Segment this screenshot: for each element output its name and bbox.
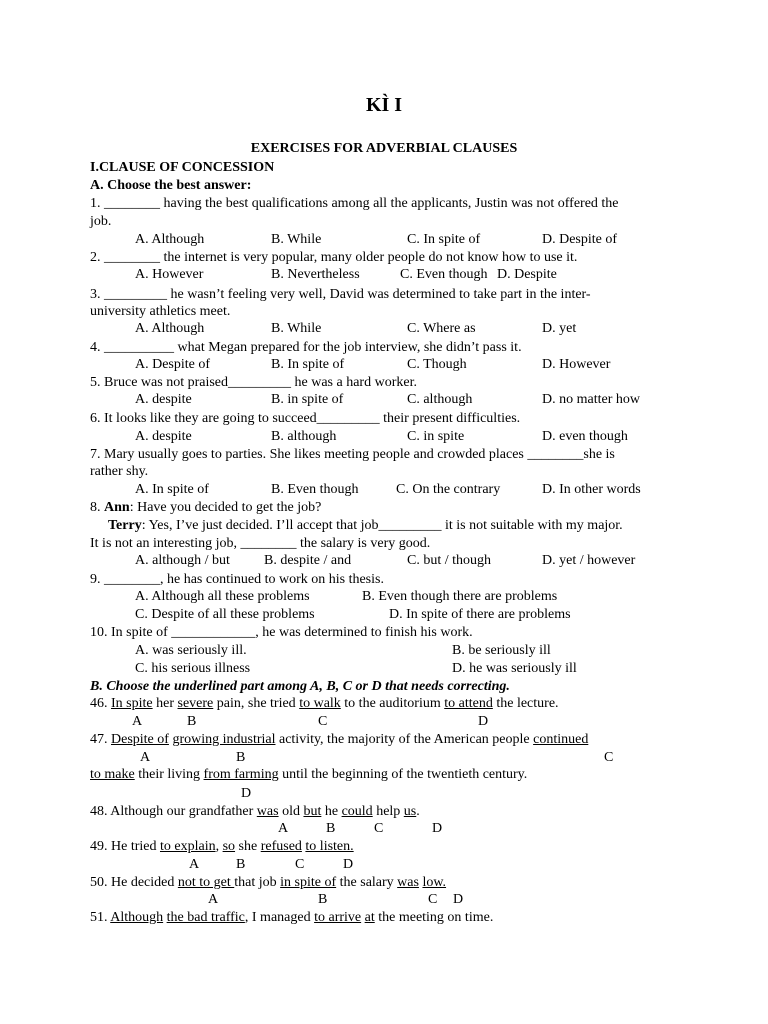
- question-50: [90, 874, 446, 891]
- q6-option-b: B. although: [271, 429, 337, 444]
- question-10: 10. In spite of ____________, he was determined to finish his work.: [90, 625, 473, 640]
- q46-text: her: [152, 696, 178, 711]
- q47-underlined-b: growing industrial: [172, 732, 276, 747]
- q10-option-a: A. was seriously ill.: [135, 643, 247, 658]
- q1-option-a: A. Although: [135, 232, 205, 247]
- question-2: 2. ________ the internet is very popular, many older people do not know how to use it.: [90, 250, 578, 265]
- q47-underlined-a: Despite of: [111, 732, 169, 747]
- q5-option-b: B. in spite of: [271, 392, 344, 407]
- q46-letter-c: C: [318, 714, 328, 729]
- q51-underlined-c: to arrive: [314, 910, 362, 925]
- q51-text: the meeting on time.: [374, 910, 494, 925]
- q47-underlined-d: from farming: [203, 767, 279, 782]
- q48-letter-c: C: [374, 821, 384, 836]
- q48-letter-a: A: [278, 821, 289, 836]
- question-7: 7. Mary usually goes to parties. She likes meeting people and crowded places ________she is: [90, 447, 615, 462]
- question-8-cont: It is not an interesting job, ________ the salary is very good.: [90, 536, 431, 551]
- q8-number: 8.: [90, 500, 104, 515]
- q48-text: 48. Although our grandfather: [90, 804, 257, 819]
- part-a-heading: A. Choose the best answer:: [90, 178, 252, 193]
- q1-option-b: B. While: [271, 232, 322, 247]
- q49-letter-a: A: [189, 857, 200, 872]
- q2-option-d: D. Despite: [497, 267, 557, 282]
- q51-text: , I managed: [244, 910, 315, 925]
- question-48: [90, 803, 420, 820]
- q46-underlined-b: severe: [177, 696, 214, 711]
- question-6: 6. It looks like they are going to succeed_________ their present difficulties.: [90, 411, 521, 426]
- q5-option-a: A. despite: [135, 392, 192, 407]
- q49-text: she: [235, 839, 261, 854]
- q48-letter-d: D: [432, 821, 443, 836]
- q46-letter-d: D: [478, 714, 489, 729]
- q50-underlined-b: in spite of: [280, 875, 337, 890]
- question-47-cont: [90, 766, 527, 783]
- q47-text: activity, the majority of the American people: [275, 732, 534, 747]
- q49-text: ,: [215, 839, 223, 854]
- q49-underlined-d: to listen.: [305, 839, 354, 854]
- q48-text: .: [416, 804, 420, 819]
- question-1-cont: job.: [90, 214, 112, 229]
- question-46: [90, 695, 559, 712]
- q5-option-d: D. no matter how: [542, 392, 640, 407]
- q5-option-c: C. although: [407, 392, 473, 407]
- q49-underlined-b: so: [222, 839, 236, 854]
- q10-option-d: D. he was seriously ill: [452, 661, 577, 676]
- q50-text: that job: [234, 875, 281, 890]
- q1-option-d: D. Despite of: [542, 232, 618, 247]
- q49-text: 49. He tried: [90, 839, 160, 854]
- q47-underlined-c2: to make: [90, 767, 135, 782]
- question-5: 5. Bruce was not praised_________ he was a hard worker.: [90, 375, 417, 390]
- q49-letter-c: C: [295, 857, 305, 872]
- q50-text: 50. He decided: [90, 875, 178, 890]
- q50-letter-a: A: [208, 892, 219, 907]
- q46-underlined-a: In spite: [111, 696, 153, 711]
- q46-text: to the auditorium: [340, 696, 445, 711]
- q8-option-a: A. although / but: [135, 553, 230, 568]
- q49-letter-b: B: [236, 857, 246, 872]
- q50-underlined-d: low.: [422, 875, 447, 890]
- q47-text: until the beginning of the twentieth century.: [278, 767, 528, 782]
- q7-option-d: D. In other words: [542, 482, 641, 497]
- q46-letter-a: A: [132, 714, 143, 729]
- q51-text: 51.: [90, 910, 111, 925]
- question-49: [90, 838, 354, 855]
- q6-option-c: C. in spite: [407, 429, 465, 444]
- q46-underlined-c: to walk: [299, 696, 341, 711]
- q46-text: 46.: [90, 696, 111, 711]
- q8-option-c: C. but / though: [407, 553, 492, 568]
- exercise-heading: EXERCISES FOR ADVERBIAL CLAUSES: [250, 141, 518, 156]
- question-3-cont: university athletics meet.: [90, 304, 231, 319]
- q3-option-a: A. Although: [135, 321, 205, 336]
- q9-option-a: A. Although all these problems: [135, 589, 310, 604]
- q46-text: pain, she tried: [213, 696, 300, 711]
- q10-option-b: B. be seriously ill: [452, 643, 551, 658]
- q4-option-c: C. Though: [407, 357, 467, 372]
- q7-option-c: C. On the contrary: [396, 482, 501, 497]
- q6-option-d: D. even though: [542, 429, 628, 444]
- question-51: [90, 909, 493, 926]
- q48-text: help: [372, 804, 404, 819]
- q8-option-d: D. yet / however: [542, 553, 636, 568]
- q7-option-a: A. In spite of: [135, 482, 209, 497]
- q3-option-b: B. While: [271, 321, 322, 336]
- q2-option-a: A. However: [135, 267, 204, 282]
- speaker-terry: Terry: [108, 518, 142, 533]
- q50-text: the salary: [336, 875, 398, 890]
- q4-option-d: D. However: [542, 357, 611, 372]
- q9-option-d: D. In spite of there are problems: [389, 607, 571, 622]
- q46-underlined-d: to attend: [444, 696, 493, 711]
- question-47: [90, 731, 588, 748]
- q1-option-c: C. In spite of: [407, 232, 481, 247]
- q48-underlined-a: was: [256, 804, 279, 819]
- q47-underlined-c: continued: [533, 732, 589, 747]
- q48-text: he: [321, 804, 342, 819]
- q50-letter-c: C: [428, 892, 438, 907]
- q49-underlined-c: refused: [260, 839, 302, 854]
- q48-underlined-d: us: [403, 804, 417, 819]
- q46-text: the lecture.: [492, 696, 559, 711]
- q49-letter-d: D: [343, 857, 354, 872]
- part-b-heading: B. Choose the underlined part among A, B, C or D that needs correcting.: [90, 679, 510, 694]
- q50-underlined-c: was: [397, 875, 419, 890]
- question-9: 9. ________, he has continued to work on his thesis.: [90, 572, 384, 587]
- q6-option-a: A. despite: [135, 429, 192, 444]
- speaker-ann: Ann: [104, 500, 130, 515]
- q46-letter-b: B: [187, 714, 197, 729]
- q51-underlined-b: the bad traffic: [166, 910, 245, 925]
- q9-option-c: C. Despite of all these problems: [135, 607, 315, 622]
- q3-option-d: D. yet: [542, 321, 577, 336]
- q48-text: old: [278, 804, 304, 819]
- q47-letter-d: D: [241, 786, 252, 801]
- q47-text: 47.: [90, 732, 111, 747]
- q47-letter-b: B: [236, 750, 246, 765]
- q2-option-c: C. Even though: [400, 267, 488, 282]
- q49-underlined-a: to explain: [159, 839, 216, 854]
- q50-letter-b: B: [318, 892, 328, 907]
- question-8-terry: [108, 517, 623, 534]
- q51-underlined-a: Although: [110, 910, 164, 925]
- q47-letter-c: C: [604, 750, 614, 765]
- question-3: 3. _________ he wasn’t feeling very well, David was determined to take part in the inter-: [90, 287, 591, 302]
- q3-option-c: C. Where as: [407, 321, 476, 336]
- page-title: KÌ I: [365, 94, 403, 116]
- ann-line: : Have you decided to get the job?: [129, 500, 322, 515]
- q8-option-b: B. despite / and: [264, 553, 352, 568]
- q50-underlined-a: not to get: [177, 875, 235, 890]
- question-7-cont: rather shy.: [90, 464, 149, 479]
- q4-option-a: A. Despite of: [135, 357, 211, 372]
- question-8: [90, 499, 321, 516]
- q4-option-b: B. In spite of: [271, 357, 345, 372]
- q2-option-b: B. Nevertheless: [271, 267, 360, 282]
- q48-underlined-b: but: [303, 804, 322, 819]
- q10-option-c: C. his serious illness: [135, 661, 251, 676]
- q47-text: their living: [134, 767, 204, 782]
- q7-option-b: B. Even though: [271, 482, 359, 497]
- q48-letter-b: B: [326, 821, 336, 836]
- q47-letter-a: A: [140, 750, 151, 765]
- section-heading: I.CLAUSE OF CONCESSION: [90, 160, 275, 175]
- terry-line: : Yes, I’ve just decided. I’ll accept that job_________ it is not suitable with my major.: [141, 518, 623, 533]
- question-1: 1. ________ having the best qualifications among all the applicants, Justin was not offered the: [90, 196, 619, 211]
- question-4: 4. __________ what Megan prepared for the job interview, she didn’t pass it.: [90, 340, 522, 355]
- q9-option-b: B. Even though there are problems: [362, 589, 558, 604]
- q48-underlined-c: could: [341, 804, 373, 819]
- q50-letter-d: D: [453, 892, 464, 907]
- q51-underlined-d: at: [364, 910, 375, 925]
